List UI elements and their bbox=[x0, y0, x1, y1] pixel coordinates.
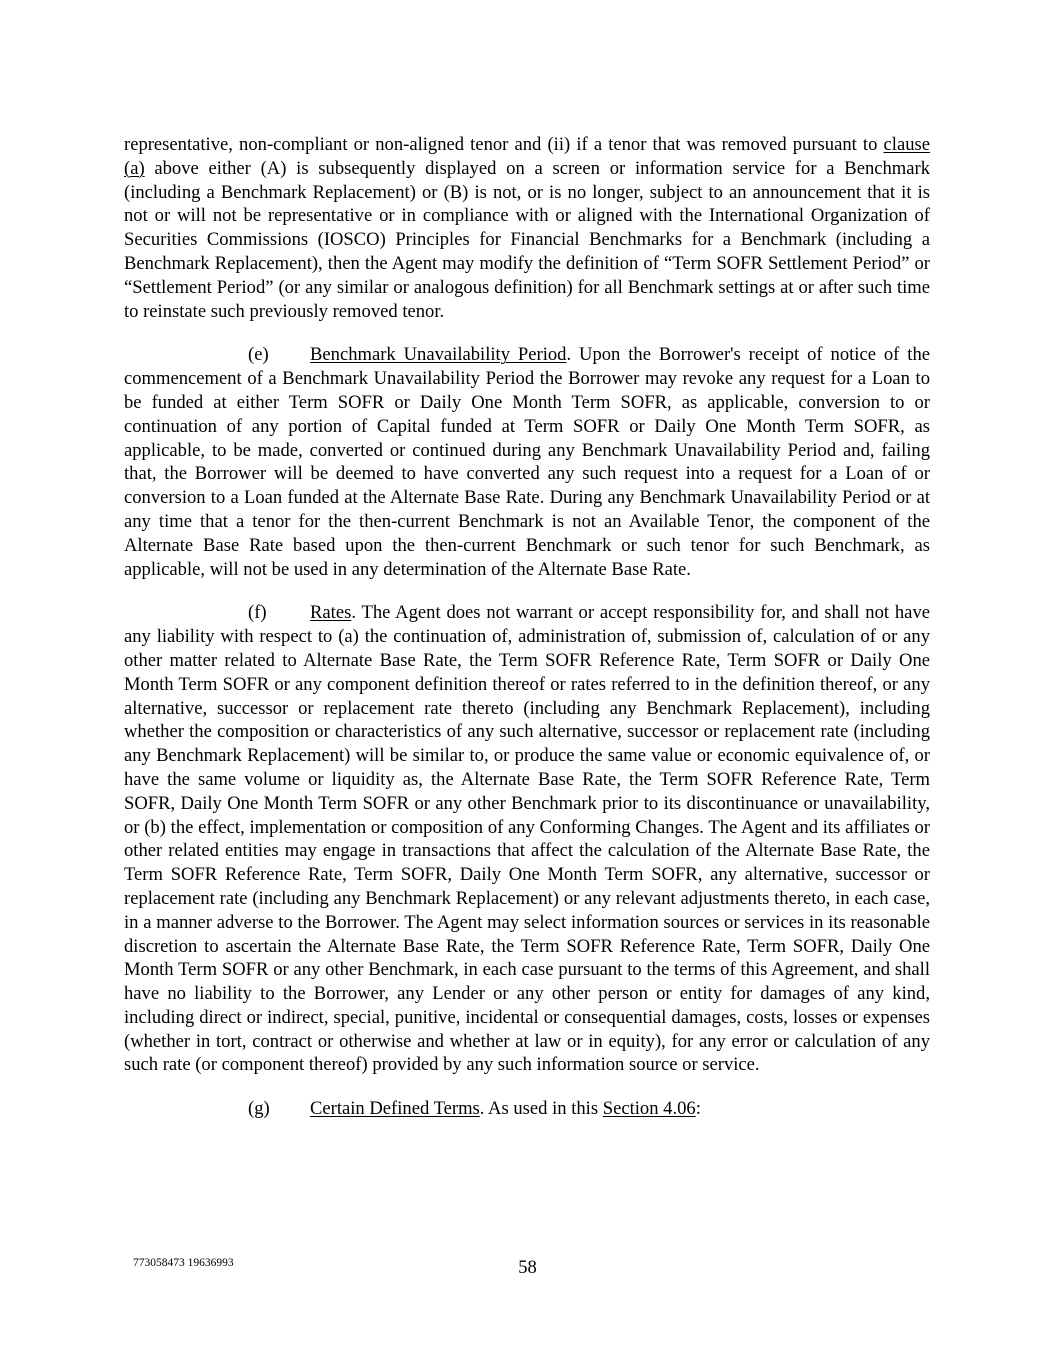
paragraph-e-text: . Upon the Borrower's receipt of notice of the commencement of a Benchmark Unavailability Period the Borrower may revoke any request for a Loan to be funded at either Term SOFR or Daily One Month Term SOFR, as applicable, conversion to or continuation of any portion of Capital funded at Term SOFR or Daily One Month Term SOFR, as applicable, to be made, converted or continued during any Benchmark Unavailability Period and, failing that, the Borrower will be deemed to have converted any such request into a request for a Loan of or conversion to a Loan funded at the Alternate Base Rate. During any Benchmark Unavailability Period or at any time that a tenor for the then-current Benchmark is not an Available Tenor, the component of the Alternate Base Rate based upon the then-current Benchmark or such tenor for such Benchmark, as applicable, will not be used in any determination of the Alternate Base Rate. bbox=[124, 344, 930, 580]
section-4-06-reference: Section 4.06 bbox=[602, 1098, 696, 1120]
document-body bbox=[124, 133, 930, 1121]
page-number: 58 bbox=[518, 1257, 537, 1278]
paragraph-d-continuation bbox=[124, 133, 930, 323]
paragraph-f bbox=[124, 601, 930, 1077]
paragraph-e-heading: Benchmark Unavailability Period bbox=[310, 344, 567, 366]
paragraph-e-label: (e) bbox=[248, 344, 269, 366]
paragraph-e bbox=[124, 343, 930, 581]
paragraph-f-heading: Rates bbox=[310, 602, 352, 624]
paragraph-g-heading: Certain Defined Terms bbox=[310, 1098, 480, 1120]
paragraph-g-label: (g) bbox=[248, 1098, 270, 1120]
paragraph-d-text-a: representative, non-compliant or non-aligned tenor and (ii) if a tenor that was removed pursuant to bbox=[124, 134, 884, 155]
paragraph-g-text-b: : bbox=[695, 1098, 701, 1120]
footer-document-id: 773058473 19636993 bbox=[133, 1257, 234, 1269]
paragraph-f-text: . The Agent does not warrant or accept responsibility for, and shall not have any liability with respect to (a) the continuation of, administration of, submission of, calculation of or any other matter related to Alternate Base Rate, the Term SOFR Reference Rate, Term SOFR or Daily One Month Term SOFR or any component definition thereof or rates referred to in the definition thereof, or any alternative, successor or replacement rate thereto (including any Benchmark Replacement), including whether the composition or characteristics of any such alternative, successor or replacement rate (including any Benchmark Replacement) will be similar to, or produce the same value or economic equivalence of, or have the same volume or liquidity as, the Alternate Base Rate, the Term SOFR Reference Rate, Term SOFR, Daily One Month Term SOFR or any other Benchmark prior to its discontinuance or unavailability, or (b) the effect, implementation or composition of any Conforming Changes. The Agent and its affiliates or other related entities may engage in transactions that affect the calculation of the Alternate Base Rate, the Term SOFR Reference Rate, Term SOFR, Daily One Month Term SOFR, any alternative, successor or replacement rate (including any Benchmark Replacement) or any relevant adjustments thereto, in each case, in a manner adverse to the Borrower. The Agent may select information sources or services in its reasonable discretion to ascertain the Alternate Base Rate, the Term SOFR Reference Rate, Term SOFR, Daily One Month Term SOFR or any other Benchmark, in each case pursuant to the terms of this Agreement, and shall have no liability to the Borrower, any Lender or any other person or entity for damages of any kind, including direct or indirect, special, punitive, incidental or consequential damages, costs, losses or expenses (whether in tort, contract or otherwise and whether at law or in equity), for any error or calculation of any such rate (or component thereof) provided by any such information source or service. bbox=[124, 602, 930, 1076]
paragraph-g-text-a: . As used in this bbox=[479, 1098, 603, 1120]
paragraph-g bbox=[124, 1097, 930, 1121]
paragraph-d-text-b: above either (A) is subsequently displayed on a screen or information service for a Benchmark (including a Benchmark Replacement) or (B) is not, or is no longer, subject to an announcement that it is not or will not be representative or in compliance with or aligned with the International Organization of Securities Commissions (IOSCO) Principles for Financial Benchmarks for a Benchmark (including a Benchmark Replacement), then the Agent may modify the definition of “Term SOFR Settlement Period” or “Settlement Period” (or any similar or analogous definition) for all Benchmark settings at or after such time to reinstate such previously removed tenor. bbox=[124, 157, 930, 322]
clause-a-reference: clause (a) bbox=[124, 134, 930, 179]
paragraph-f-label: (f) bbox=[248, 602, 267, 624]
